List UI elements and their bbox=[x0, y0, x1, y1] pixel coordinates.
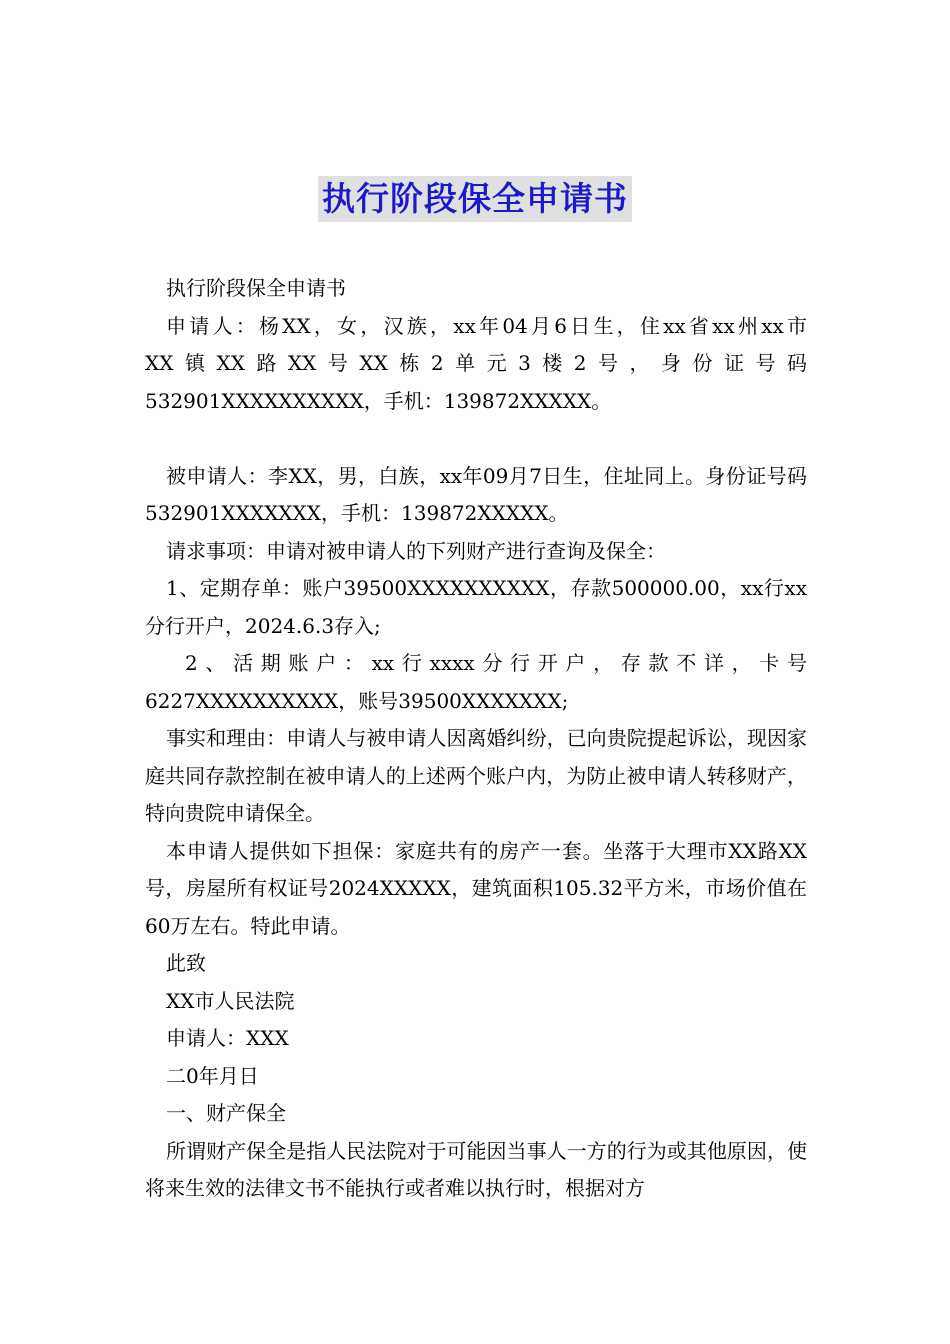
paragraph-applicant-line2: XX镇XX路XX号XX栋2单元3楼2号，身份证号码 bbox=[145, 351, 807, 375]
paragraph-guarantee: 本申请人提供如下担保：家庭共有的房产一套。坐落于大理市XX路XX号，房屋所有权证号2024XXXXX，建筑面积105.32平方米，市场价值在60万左右。特此申请。 bbox=[145, 838, 807, 938]
blank-line bbox=[145, 420, 807, 458]
paragraph-applicant-line1: 申请人：杨XX，女，汉族，xx年04月6日生，住xx省xx州xx市 bbox=[166, 313, 807, 338]
paragraph-item-2-line1: 2、活期账户：xx行xxxx分行开户，存款不详，卡号 bbox=[185, 651, 807, 675]
paragraph-facts: 事实和理由：申请人与被申请人因离婚纠纷，已向贵院提起诉讼，现因家庭共同存款控制在被申请人的上述两个账户内，为防止被申请人转移财产，特向贵院申请保全。 bbox=[145, 726, 807, 825]
paragraph-salutation: 此致 bbox=[166, 951, 206, 975]
paragraph-signature: 申请人：XXX bbox=[166, 1026, 289, 1050]
paragraph-item-1: 1、定期存单：账户39500XXXXXXXXXX，存款500000.00，xx行xx分行开户，2024.6.3存入; bbox=[145, 576, 807, 638]
paragraph-item-2-line2: 6227XXXXXXXXXX，账号39500XXXXXXX; bbox=[145, 688, 569, 713]
paragraph-request: 请求事项：申请对被申请人的下列财产进行查询及保全： bbox=[166, 538, 666, 563]
document-title: 执行阶段保全申请书 bbox=[318, 176, 632, 222]
paragraph-respondent: 被申请人：李XX，男，白族，xx年09月7日生，住址同上。身份证号码532901XXXXXXX，手机：139872XXXXX。 bbox=[145, 463, 807, 525]
paragraph-court: XX市人民法院 bbox=[166, 988, 295, 1013]
title-block bbox=[0, 176, 950, 222]
document-body bbox=[145, 270, 807, 1208]
paragraph-definition: 所谓财产保全是指人民法院对于可能因当事人一方的行为或其他原因，使将来生效的法律文书不能执行或者难以执行时，根据对方 bbox=[145, 1138, 807, 1200]
paragraph-date: 二0年月日 bbox=[166, 1063, 259, 1088]
paragraph-applicant-line3: 532901XXXXXXXXXX，手机：139872XXXXX。 bbox=[145, 388, 612, 413]
section-heading: 一、财产保全 bbox=[166, 1101, 286, 1125]
paragraph-heading: 执行阶段保全申请书 bbox=[166, 276, 346, 300]
